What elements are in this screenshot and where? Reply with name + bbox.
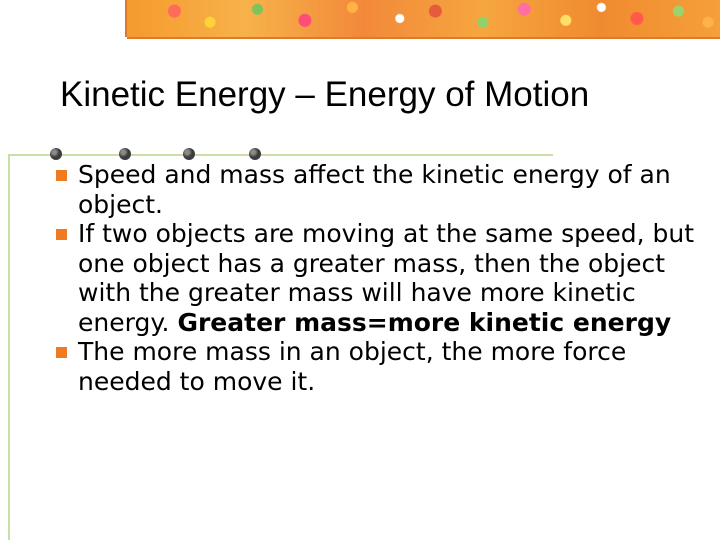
dot-icon [50, 148, 62, 160]
square-bullet-icon [56, 347, 67, 358]
bullet-text: Speed and mass affect the kinetic energy of an object. [78, 160, 671, 219]
bullet-text: The more mass in an object, the more force needed to move it. [78, 337, 627, 396]
bullet-list [56, 160, 706, 396]
content-left-rule [8, 154, 10, 540]
bullet-emphasis: Greater mass=more kinetic energy [177, 307, 672, 337]
bullet-item [56, 219, 706, 337]
dot-icon [183, 148, 195, 160]
square-bullet-icon [56, 229, 67, 240]
bullet-text: If two objects are moving at the same speed, but one object has a greater mass, then the object with the greater mass will have more kinetic energy. [78, 219, 695, 337]
dot-icon [119, 148, 131, 160]
content-top-rule [8, 154, 553, 156]
bullet-item [56, 160, 706, 219]
bullet-item [56, 337, 706, 396]
slide-title: Kinetic Energy – Energy of Motion [60, 75, 590, 114]
square-bullet-icon [56, 170, 67, 181]
floral-banner-image [127, 0, 720, 39]
dot-icon [249, 148, 261, 160]
